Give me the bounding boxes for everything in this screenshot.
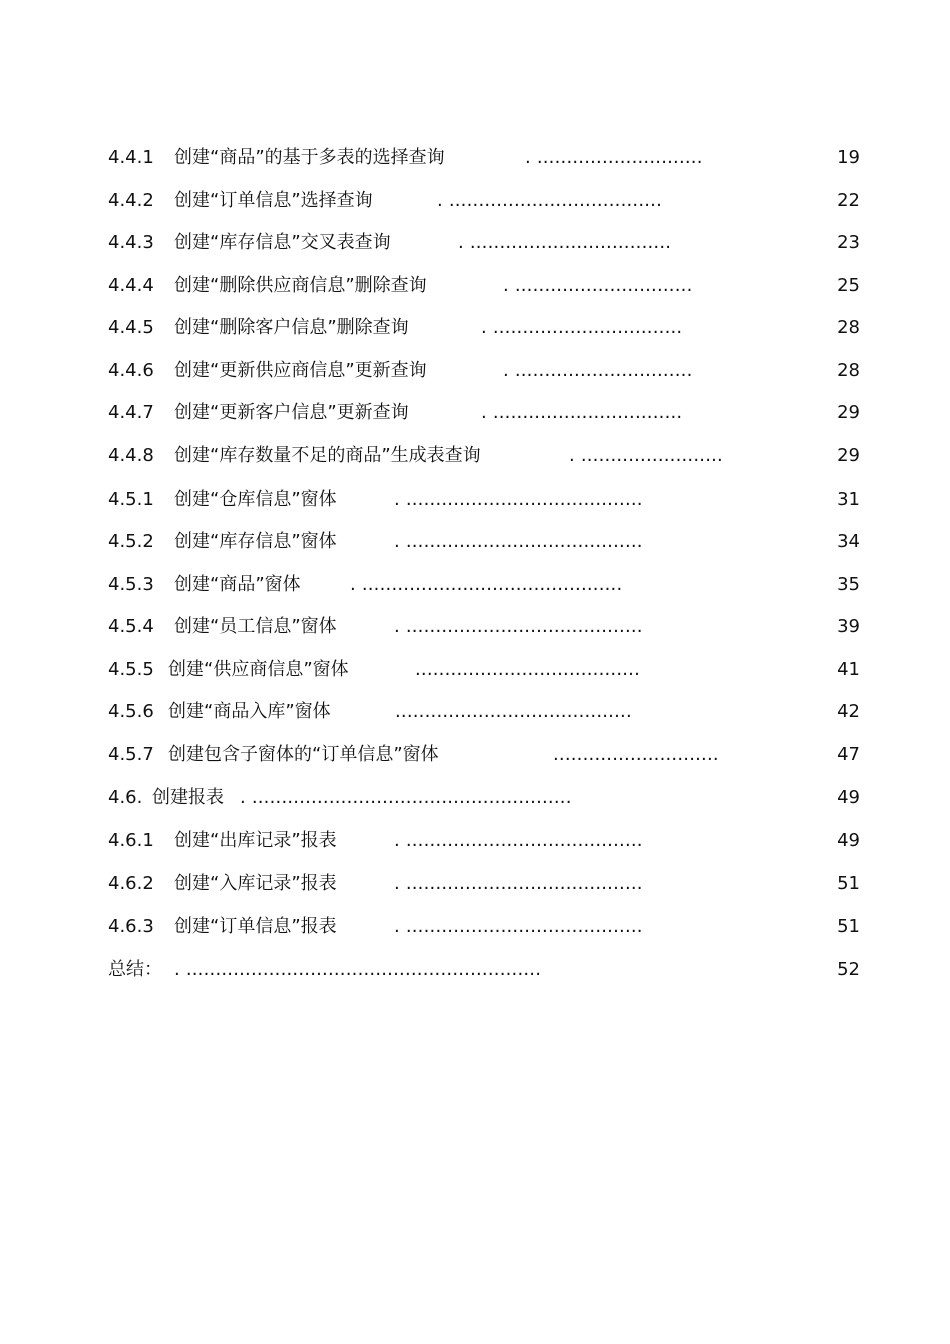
toc-entry[interactable] — [108, 612, 860, 642]
toc-entry-leader: . ...................................................... — [240, 787, 572, 808]
toc-entry-title: 总结： — [108, 959, 162, 980]
toc-entry[interactable] — [108, 485, 860, 515]
toc-entry-page: 22 — [837, 190, 860, 211]
toc-entry-title: 创建报表 — [152, 787, 224, 808]
toc-entry-leader: . ............................ — [525, 147, 703, 168]
toc-entry-leader: . ................................ — [481, 317, 683, 338]
toc-entry-number: 4.4.3 — [108, 232, 154, 253]
toc-entry[interactable] — [108, 869, 860, 899]
toc-entry[interactable] — [108, 186, 860, 216]
toc-entry-number: 4.5.6 — [108, 701, 154, 722]
toc-entry-title: 创建“商品”的基于多表的选择查询 — [174, 147, 445, 168]
toc-entry-page: 51 — [837, 916, 860, 937]
toc-entry-number: 4.6.2 — [108, 873, 154, 894]
toc-entry-leader: . ........................................ — [394, 916, 643, 937]
toc-entry-page: 47 — [837, 744, 860, 765]
toc-entry-title: 创建“入库记录”报表 — [174, 873, 337, 894]
toc-entry[interactable] — [108, 826, 860, 856]
toc-entry-leader: . .............................. — [503, 360, 693, 381]
toc-entry-number: 4.4.2 — [108, 190, 154, 211]
toc-entry-leader: . ........................ — [569, 445, 723, 466]
toc-entry-title: 创建“更新客户信息”更新查询 — [174, 402, 409, 423]
toc-entry[interactable] — [108, 655, 860, 685]
toc-entry-title: 创建包含子窗体的“订单信息”窗体 — [168, 744, 439, 765]
toc-entry[interactable] — [108, 912, 860, 942]
toc-entry-title: 创建“删除客户信息”删除查询 — [174, 317, 409, 338]
toc-entry-title: 创建“仓库信息”窗体 — [174, 489, 337, 510]
toc-entry[interactable] — [108, 441, 860, 471]
toc-entry-number: 4.5.7 — [108, 744, 154, 765]
toc-entry-number: 4.5.1 — [108, 489, 154, 510]
toc-entry-leader: . ................................ — [481, 402, 683, 423]
toc-entry-page: 29 — [837, 402, 860, 423]
toc-entry-title: 创建“供应商信息”窗体 — [168, 659, 349, 680]
toc-entry-number: 4.5.2 — [108, 531, 154, 552]
toc-entry-title: 创建“出库记录”报表 — [174, 830, 337, 851]
toc-entry-page: 39 — [837, 616, 860, 637]
toc-entry-page: 42 — [837, 701, 860, 722]
toc-entry-page: 49 — [837, 830, 860, 851]
toc-entry-title: 创建“订单信息”报表 — [174, 916, 337, 937]
toc-entry-leader: . ........................................ — [394, 531, 643, 552]
toc-entry-page: 28 — [837, 317, 860, 338]
toc-entry-leader: . .............................. — [503, 275, 693, 296]
toc-entry-title: 创建“员工信息”窗体 — [174, 616, 337, 637]
toc-entry-leader: ...................................... — [415, 659, 641, 680]
toc-entry-title: 创建“删除供应商信息”删除查询 — [174, 275, 427, 296]
toc-entry-page: 49 — [837, 787, 860, 808]
toc-entry[interactable] — [108, 356, 860, 386]
toc-entry[interactable] — [108, 783, 860, 813]
toc-entry-page: 34 — [837, 531, 860, 552]
toc-entry-page: 51 — [837, 873, 860, 894]
toc-entry-page: 41 — [837, 659, 860, 680]
toc-entry-number: 4.4.6 — [108, 360, 154, 381]
toc-entry-title: 创建“库存信息”窗体 — [174, 531, 337, 552]
toc-entry-title: 创建“商品入库”窗体 — [168, 701, 331, 722]
toc-entry[interactable] — [108, 271, 860, 301]
toc-entry-leader: . ........................................ — [394, 616, 643, 637]
toc-entry-page: 35 — [837, 574, 860, 595]
toc-entry-leader: . .................................... — [437, 190, 663, 211]
toc-entry-page: 23 — [837, 232, 860, 253]
toc-entry[interactable] — [108, 527, 860, 557]
toc-entry-number: 4.4.7 — [108, 402, 154, 423]
toc-entry-page: 31 — [837, 489, 860, 510]
toc-entry-number: 4.5.5 — [108, 659, 154, 680]
toc-entry-number: 4.6. — [108, 787, 143, 808]
toc-entry-title: 创建“库存数量不足的商品”生成表查询 — [174, 445, 481, 466]
toc-entry-title: 创建“商品”窗体 — [174, 574, 301, 595]
toc-entry-page: 19 — [837, 147, 860, 168]
toc-entry-title: 创建“订单信息”选择查询 — [174, 190, 373, 211]
toc-entry-page: 28 — [837, 360, 860, 381]
toc-entry-number: 4.6.1 — [108, 830, 154, 851]
toc-entry-page: 25 — [837, 275, 860, 296]
toc-entry-leader: . ............................................ — [350, 574, 623, 595]
toc-entry-leader: . .................................. — [458, 232, 672, 253]
toc-entry[interactable] — [108, 570, 860, 600]
toc-entry[interactable] — [108, 697, 860, 727]
toc-entry-page: 29 — [837, 445, 860, 466]
toc-entry-leader: . ............................................................ — [174, 959, 542, 980]
toc-entry-number: 4.4.5 — [108, 317, 154, 338]
toc-entry-number: 4.5.4 — [108, 616, 154, 637]
toc-entry[interactable] — [108, 398, 860, 428]
toc-entry-number: 4.4.1 — [108, 147, 154, 168]
toc-entry-title: 创建“库存信息”交叉表查询 — [174, 232, 391, 253]
toc-entry-leader: . ........................................ — [394, 830, 643, 851]
toc-entry-summary[interactable] — [108, 955, 860, 985]
toc-entry-number: 4.4.8 — [108, 445, 154, 466]
toc-entry-leader: ........................................ — [395, 701, 632, 722]
toc-entry-leader: ............................ — [553, 744, 719, 765]
toc-entry-leader: . ........................................ — [394, 489, 643, 510]
toc-entry[interactable] — [108, 143, 860, 173]
toc-entry-number: 4.5.3 — [108, 574, 154, 595]
toc-entry-number: 4.4.4 — [108, 275, 154, 296]
toc-entry[interactable] — [108, 228, 860, 258]
toc-entry-leader: . ........................................ — [394, 873, 643, 894]
toc-entry[interactable] — [108, 313, 860, 343]
toc-entry-page: 52 — [837, 959, 860, 980]
toc-entry-title: 创建“更新供应商信息”更新查询 — [174, 360, 427, 381]
toc-entry-number: 4.6.3 — [108, 916, 154, 937]
toc-entry[interactable] — [108, 740, 860, 770]
